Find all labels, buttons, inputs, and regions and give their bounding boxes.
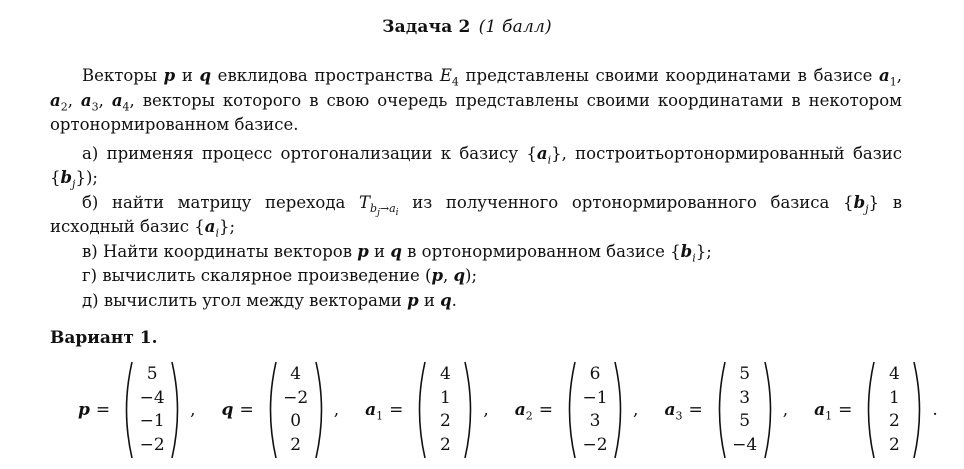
equals-sign: = (389, 400, 404, 420)
equals-sign: = (688, 400, 703, 420)
vector-entries (427, 360, 463, 460)
intro-text: и (175, 66, 200, 85)
vector-a: a (204, 217, 216, 236)
vector-p: p (407, 290, 419, 310)
left-parenthesis (862, 360, 876, 460)
vector-q: q (440, 290, 452, 310)
variant-heading: Вариант 1. (50, 328, 158, 348)
separator: , (633, 400, 639, 420)
vector-entry: 1 (888, 387, 900, 408)
vector-entry: 4 (888, 364, 900, 384)
right-parenthesis (170, 360, 184, 460)
item-text: в) Найти координаты векторов (82, 241, 358, 261)
subscript-i: i (395, 207, 399, 218)
vector-entry: 2 (888, 434, 900, 455)
item-text: }, построитьортонормированный базис { (50, 143, 902, 187)
item-text: } в исходный базис { (50, 192, 902, 236)
intro-text: Векторы (82, 66, 164, 85)
vector-entry: −2 (139, 434, 165, 455)
vector-p: p (431, 266, 443, 285)
item-text: }; (695, 241, 712, 261)
item-text: . (451, 290, 457, 310)
separator: . (932, 400, 938, 420)
item-text: в ортонормированном базисе { (401, 241, 681, 261)
vector-equations (78, 360, 964, 460)
vector-entry: −2 (582, 434, 608, 455)
equals-sign: = (239, 400, 254, 420)
arrow-icon: → (379, 201, 390, 215)
vector-entry: 2 (439, 411, 451, 432)
index-i: i (215, 226, 219, 240)
item-text: а) применяя процесс ортогонализации к базису { (82, 143, 537, 163)
separator: , (483, 400, 489, 420)
problem-points: (1 балл) (478, 17, 552, 37)
equals-sign: = (95, 400, 111, 420)
vector-subscript: 1 (376, 409, 384, 423)
vector-q: q (453, 266, 466, 285)
column-vector (120, 360, 184, 460)
vector-b: b (853, 192, 866, 212)
vector-a: a (879, 66, 890, 85)
vector-q: q (390, 241, 402, 261)
intro-text: представлены своими координатами в базисе (458, 66, 880, 85)
index-j: j (865, 201, 869, 215)
left-parenthesis (120, 360, 134, 460)
problem-title-main: Задача 2 (382, 17, 471, 37)
vector-subscript: 3 (675, 409, 683, 423)
intro-text: , (98, 90, 112, 110)
item-text: д) вычислить угол между векторами (82, 290, 408, 310)
left-parenthesis (413, 360, 427, 460)
subscript-b: b (370, 201, 378, 215)
task-item-b (50, 191, 902, 240)
right-parenthesis (912, 360, 926, 460)
subscript-j: j (377, 207, 380, 218)
vector-label (514, 400, 554, 423)
left-parenthesis (563, 360, 577, 460)
vector-q: q (199, 66, 212, 85)
vector-a: a (80, 90, 92, 110)
column-vector (413, 360, 477, 460)
vector-name: a (365, 400, 377, 420)
vector-entry: 0 (290, 411, 302, 432)
problem-title (0, 17, 934, 37)
transition-subscript (370, 201, 399, 218)
column-vector (563, 360, 627, 460)
vector-p: p (357, 241, 369, 261)
vector-p: p (163, 66, 176, 85)
item-text: }); (75, 168, 98, 187)
vector-label (222, 400, 254, 420)
item-text: }; (219, 217, 236, 236)
vector-entry: 5 (739, 364, 751, 384)
problem-statement (50, 64, 902, 313)
left-parenthesis (713, 360, 727, 460)
vector-subscript: 2 (525, 409, 533, 423)
space-symbol: E (439, 66, 452, 85)
vector-label (664, 400, 703, 423)
task-item-a (50, 142, 902, 191)
vector-name: a (664, 400, 676, 420)
right-parenthesis (763, 360, 777, 460)
intro-text: , векторы которого в свою очередь представлены своими координатами в некотором ортонормированном базисе. (50, 90, 902, 134)
vector-entry: −4 (139, 387, 165, 408)
vector-entry: 6 (589, 364, 601, 384)
vector-entries (876, 360, 912, 460)
index-i: i (692, 250, 696, 264)
item-text: и (418, 290, 441, 310)
task-item-e (50, 289, 902, 314)
vector-entry: −4 (732, 434, 758, 455)
separator: , (333, 400, 340, 420)
index-j: j (72, 177, 76, 191)
index-i: i (547, 152, 552, 166)
right-parenthesis (314, 360, 328, 460)
vector-subscript: 1 (825, 409, 833, 423)
vector-b: b (680, 241, 693, 261)
vector-name: p (78, 400, 90, 420)
item-text: ); (465, 266, 478, 285)
right-parenthesis (463, 360, 477, 460)
vector-entry: 2 (439, 434, 451, 455)
vector-entries (577, 360, 613, 460)
vector-entry: 5 (739, 411, 751, 432)
vector-entry: −1 (139, 411, 165, 432)
intro-text: , (896, 66, 902, 85)
vector-subscript: 1 (889, 75, 897, 89)
column-vector (862, 360, 926, 460)
vector-entry: 3 (589, 411, 601, 432)
column-vector (713, 360, 777, 460)
vector-entries (727, 360, 763, 460)
task-item-c (50, 240, 902, 265)
left-parenthesis (264, 360, 278, 460)
intro-text: , (67, 90, 81, 110)
vector-entries (134, 360, 170, 460)
item-text: г) вычислить скалярное произведение ( (82, 266, 432, 285)
vector-a: a (536, 143, 548, 163)
vector-entries (278, 360, 314, 460)
vector-a: a (50, 90, 61, 110)
separator: , (190, 400, 196, 420)
item-text: и (368, 241, 391, 261)
intro-text: евклидова пространства (211, 66, 440, 85)
separator: , (782, 400, 789, 420)
task-item-d (50, 264, 902, 289)
vector-name: q (221, 400, 234, 420)
vector-label (814, 400, 853, 423)
vector-entry: 5 (146, 364, 158, 384)
space-subscript: 4 (451, 75, 459, 89)
right-parenthesis (613, 360, 627, 460)
vector-label (365, 400, 404, 423)
vector-subscript: 4 (122, 99, 130, 113)
intro-paragraph (50, 64, 902, 138)
transition-matrix-symbol: T (359, 192, 371, 212)
vector-entry: 3 (739, 387, 751, 408)
vector-name: a (514, 400, 526, 420)
vector-entry: −2 (283, 387, 309, 408)
item-text: из полученного ортонормированного базиса { (398, 192, 854, 212)
vector-entry: 4 (439, 364, 451, 384)
vector-entry: 1 (439, 387, 451, 408)
vector-label (78, 400, 110, 420)
column-vector (264, 360, 328, 460)
vector-entry: 2 (888, 411, 900, 432)
subscript-a: a (389, 201, 396, 215)
item-text: , (442, 266, 454, 285)
equals-sign: = (838, 400, 853, 420)
vector-entry: 4 (290, 364, 302, 384)
equals-sign: = (538, 400, 554, 420)
vector-entry: −1 (582, 387, 608, 408)
vector-subscript: 3 (91, 99, 99, 113)
item-text: б) найти матрицу перехода (82, 192, 360, 212)
vector-b: b (60, 168, 73, 187)
vector-a: a (111, 90, 123, 110)
vector-entry: 2 (290, 434, 302, 455)
vector-name: a (814, 400, 826, 420)
vector-subscript: 2 (60, 99, 68, 113)
